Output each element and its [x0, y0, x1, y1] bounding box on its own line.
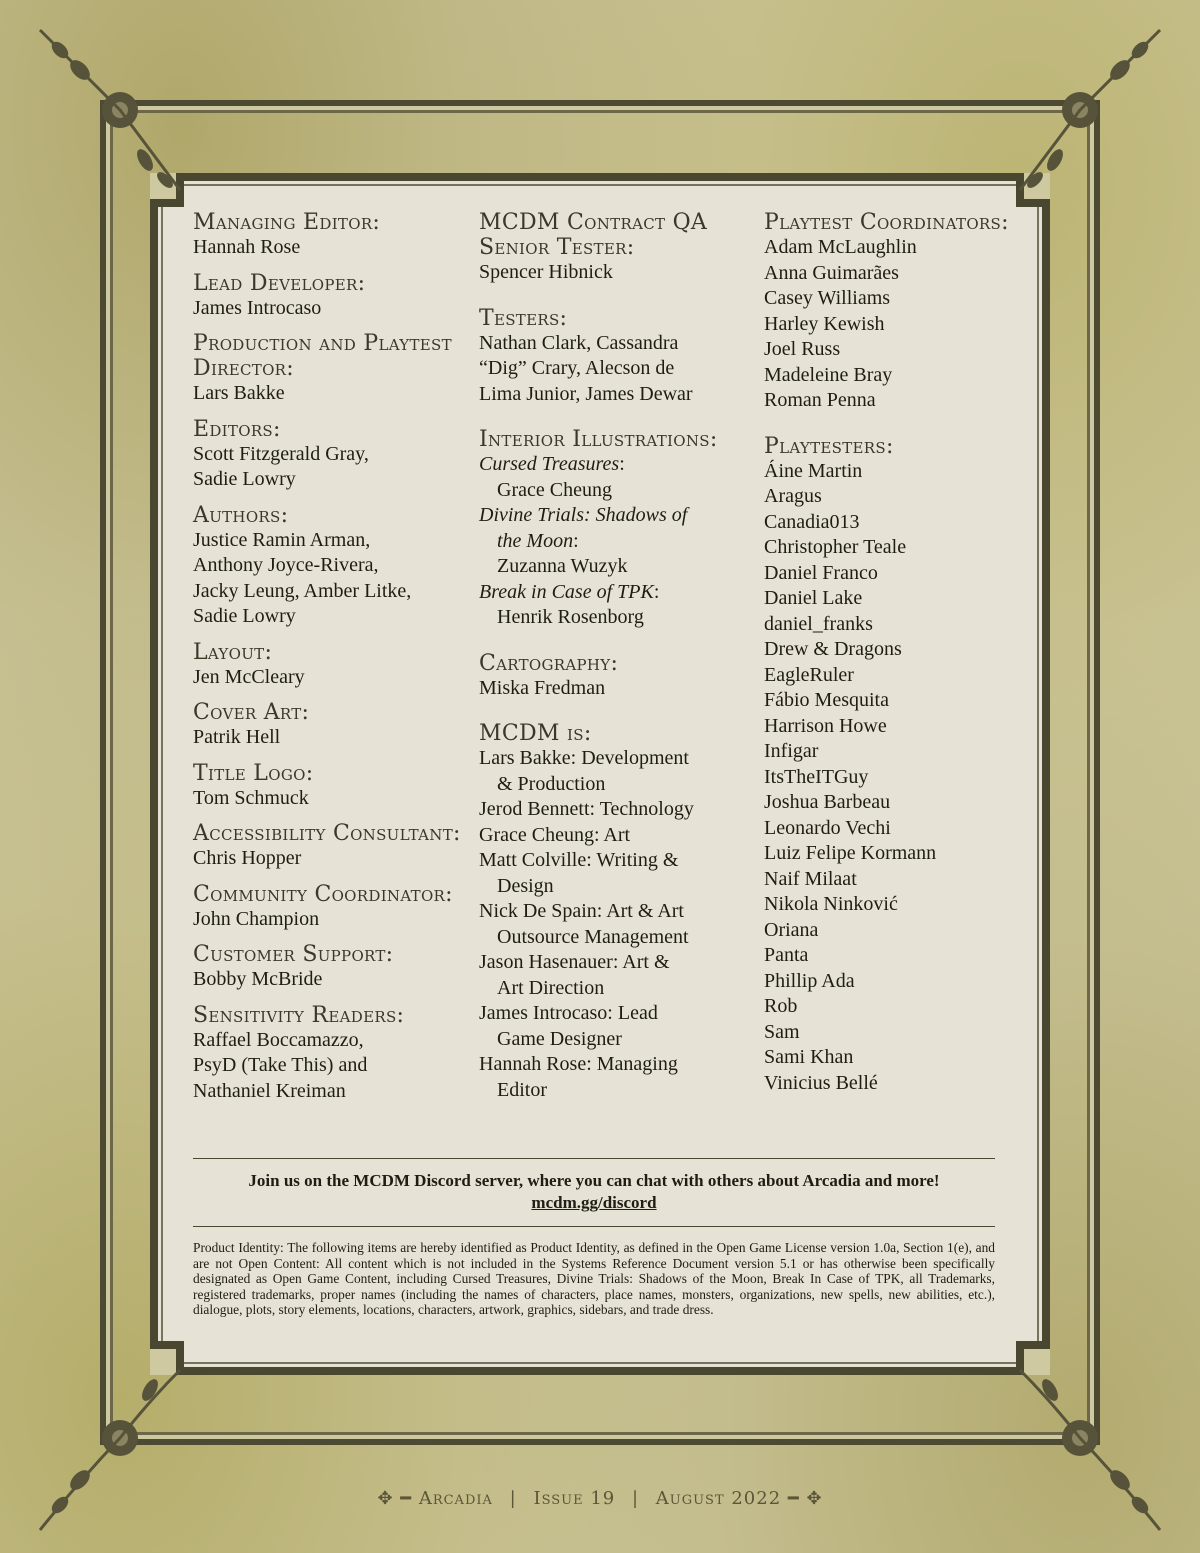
credit-cartography: Cartography: Miska Fredman	[479, 650, 619, 699]
credit-production-director: Production and Playtest Director: Lars Bakke	[193, 331, 452, 404]
credit-playtesters: Playtesters: Áine Martin Aragus Canadia013 Christopher Teale Daniel Franco Daniel Lake daniel_franks Drew & Dragons EagleRuler Fábio Mesquita Harrison Howe Infigar ItsTheITGuy Joshua Barbeau Leonardo Vechi Luiz Felipe Kormann Naif Milaat Nikola Ninković Oriana Panta Phillip Ada Rob Sam Sami Khan Vinicius Bellé	[764, 433, 937, 1094]
footer-publication: Arcadia	[418, 1488, 493, 1509]
floral-ornament-icon	[1010, 10, 1180, 200]
credit-qa: MCDM Contract QA Senior Tester: Spencer Hibnick	[479, 210, 708, 283]
credit-customer-support: Customer Support: Bobby McBride	[193, 942, 394, 990]
credit-community: Community Coordinator: John Champion	[193, 881, 453, 930]
floral-ornament-icon	[20, 1350, 190, 1550]
footer-issue: Issue 19	[533, 1488, 616, 1509]
credits-columns	[193, 210, 1009, 1155]
credit-testers: Testers: Nathan Clark, Cassandra “Dig” Crary, Alecson de Lima Junior, James Dewar	[479, 305, 693, 405]
credit-accessibility: Accessibility Consultant: Chris Hopper	[193, 821, 461, 869]
floral-ornament-icon	[1010, 1350, 1180, 1550]
discord-link[interactable]: mcdm.gg/discord	[531, 1193, 657, 1212]
credit-title-logo: Title Logo: Tom Schmuck	[193, 760, 314, 809]
credit-illustrations: Interior Illustrations: Cursed Treasures: Grace Cheung Divine Trials: Shadows of the Moon: Zuzanna Wuzyk Break in Case of TPK: Henrik Rosenborg	[479, 427, 718, 628]
credit-lead-developer: Lead Developer: James Introcaso	[193, 270, 366, 319]
credits-column-1	[193, 210, 468, 1114]
credit-playtest-coordinators: Playtest Coordinators: Adam McLaughlin Anna Guimarães Casey Williams Harley Kewish Joel Russ Madeleine Bray Roman Penna	[764, 210, 1009, 411]
footer-ornament-icon: ━ ✥	[787, 1488, 823, 1509]
credits-column-3	[764, 210, 1039, 1106]
discord-invite	[193, 1158, 995, 1227]
credit-layout: Layout: Jen McCleary	[193, 639, 305, 688]
footer-date: August 2022	[655, 1488, 782, 1509]
floral-ornament-icon	[20, 10, 190, 200]
credits-column-2	[479, 210, 754, 1113]
credit-cover-art: Cover Art: Patrik Hell	[193, 700, 310, 748]
credit-sensitivity: Sensitivity Readers: Raffael Boccamazzo, PsyD (Take This) and Nathaniel Kreiman	[193, 1002, 405, 1102]
page-footer: ✥ ━ Arcadia | Issue 19 | August 2022 ━ ✥	[377, 1488, 823, 1509]
credit-managing-editor: Managing Editor: Hannah Rose	[193, 210, 381, 258]
credit-mcdm: MCDM is: Lars Bakke: Development & Production Jerod Bennett: Technology Grace Cheung: Art Matt Colville: Writing & Design Nick De Spain: Art & Art Outsource Management Jason Hasenauer: Art & Art Direction James Introcaso: Lead Game Designer Hannah Rose: Managing Editor	[479, 721, 694, 1101]
discord-text: Join us on the MCDM Discord server, where you can chat with others about Arcadia and more!	[248, 1171, 940, 1190]
credit-authors: Authors: Justice Ramin Arman, Anthony Joyce-Rivera, Jacky Leung, Amber Litke, Sadie Lowry	[193, 502, 412, 627]
product-identity-notice: Product Identity: The following items are hereby identified as Product Identity, as defined in the Open Game License version 1.0a, Section 1(e), and are not Open Content: All content which is not included in the Systems Reference Document version 5.1 or has otherwise been specifically designated as Open Game Content, including Cursed Treasures, Divine Trials: Shadows of the Moon, Break In Case of TPK, all Trademarks, registered trademarks, proper names (including the names of characters, place names, monsters, organizations, new spells, new abilities, etc.), dialogue, plots, story elements, locations, characters, artwork, graphics, sidebars, and trade dress.	[193, 1240, 995, 1318]
credit-editors: Editors: Scott Fitzgerald Gray, Sadie Lowry	[193, 416, 369, 490]
footer-ornament-icon: ✥ ━	[377, 1488, 413, 1509]
